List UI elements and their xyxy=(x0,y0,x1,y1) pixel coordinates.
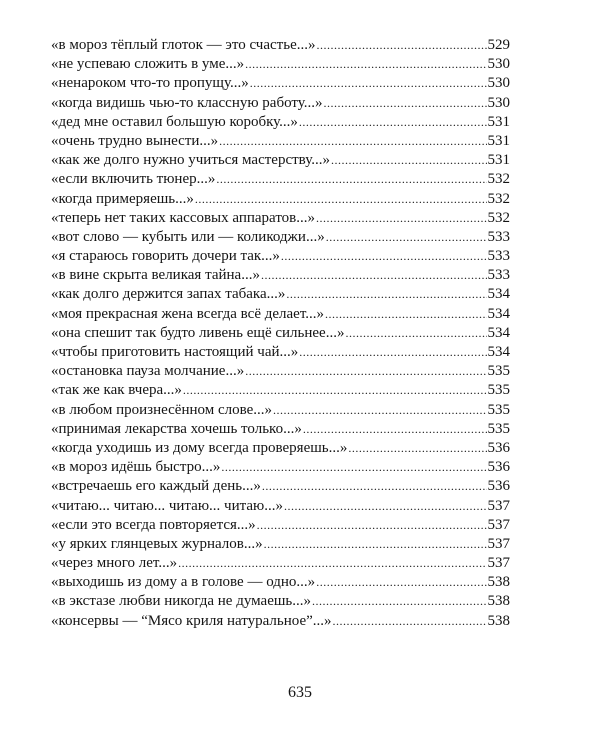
toc-entry-title: «если это всегда повторяется...» xyxy=(51,516,256,533)
toc-entry-page: 531 xyxy=(487,152,510,169)
toc-dot-leader xyxy=(281,247,487,266)
toc-entry xyxy=(51,209,510,228)
toc-entry-page: 535 xyxy=(487,363,510,380)
toc-dot-leader xyxy=(326,228,487,247)
toc-entry-page: 533 xyxy=(487,248,510,265)
toc-entry-page: 529 xyxy=(487,37,510,53)
toc-entry-page: 534 xyxy=(487,286,510,303)
toc-entry xyxy=(51,94,510,113)
toc-dot-leader xyxy=(262,477,487,496)
toc-dot-leader xyxy=(325,305,486,324)
toc-entry xyxy=(51,401,510,420)
toc-dot-leader xyxy=(345,324,486,343)
toc-entry-page: 536 xyxy=(487,439,510,456)
toc-entry-page: 536 xyxy=(487,478,510,495)
toc-dot-leader xyxy=(183,381,487,400)
toc-entry xyxy=(51,170,510,189)
toc-entry-title: «когда примеряешь...» xyxy=(51,190,194,207)
toc-entry xyxy=(51,535,510,554)
toc-entry xyxy=(51,55,510,74)
toc-entry xyxy=(51,132,510,151)
toc-entry-page: 530 xyxy=(487,94,510,111)
toc-entry xyxy=(51,324,510,343)
toc-entry-title: «выходишь из дому а в голове — одно...» xyxy=(51,574,316,591)
toc-entry xyxy=(51,592,510,611)
toc-entry-title: «не успеваю сложить в уме...» xyxy=(51,56,245,73)
toc-entry xyxy=(51,36,510,55)
toc-entry-page: 534 xyxy=(487,344,510,360)
toc-entry xyxy=(51,573,510,592)
toc-dot-leader xyxy=(286,285,486,304)
toc-entry-page: 533 xyxy=(487,228,510,245)
toc-entry-title: «встречаешь его каждый день...» xyxy=(51,478,261,495)
toc-dot-leader xyxy=(264,535,487,554)
toc-entry xyxy=(51,151,510,170)
toc-entry-title: «ненароком что-то пропущу...» xyxy=(51,75,249,92)
toc-entry-page: 538 xyxy=(487,612,510,629)
toc-dot-leader xyxy=(257,516,487,535)
table-of-contents xyxy=(51,36,510,631)
toc-entry xyxy=(51,285,510,304)
toc-entry-title: «читаю... читаю... читаю... читаю...» xyxy=(51,497,283,514)
toc-entry-title: «теперь нет таких кассовых аппаратов...» xyxy=(51,209,316,226)
toc-dot-leader xyxy=(299,343,486,362)
toc-entry-page: 537 xyxy=(487,516,510,533)
toc-entry-page: 531 xyxy=(487,113,510,130)
toc-entry-title: «если включить тюнер...» xyxy=(51,171,216,188)
toc-entry-title: «в мороз тёплый глоток — это счастье...» xyxy=(51,37,316,53)
toc-entry-title: «консервы — “Мясо криля натуральное”...» xyxy=(51,612,332,629)
toc-entry xyxy=(51,305,510,324)
toc-entry-page: 535 xyxy=(487,382,510,399)
toc-entry-title: «у ярких глянцевых журналов...» xyxy=(51,535,263,552)
toc-entry xyxy=(51,458,510,477)
toc-entry xyxy=(51,420,510,439)
toc-entry-page: 532 xyxy=(487,171,510,188)
toc-entry-page: 534 xyxy=(487,324,510,341)
toc-entry-title: «я стараюсь говорить дочери так...» xyxy=(51,248,280,265)
page-number: 635 xyxy=(288,684,312,701)
toc-dot-leader xyxy=(324,94,487,113)
toc-dot-leader xyxy=(250,74,487,93)
toc-entry-title: «так же как вчера...» xyxy=(51,382,182,399)
toc-entry-title: «моя прекрасная жена всегда всё делает...» xyxy=(51,305,325,322)
toc-entry-title: «дед мне оставил большую коробку...» xyxy=(51,113,298,130)
toc-dot-leader xyxy=(216,170,486,189)
toc-entry-title: «вот слово — кубыть или — коликоджи...» xyxy=(51,228,325,245)
toc-entry xyxy=(51,190,510,209)
toc-dot-leader xyxy=(273,401,486,420)
toc-entry xyxy=(51,477,510,496)
toc-dot-leader xyxy=(245,362,486,381)
toc-entry-page: 532 xyxy=(487,190,510,207)
toc-entry-page: 537 xyxy=(487,497,510,514)
toc-dot-leader xyxy=(333,612,487,631)
toc-entry xyxy=(51,362,510,381)
toc-entry-title: «когда видишь чью-то классную работу...» xyxy=(51,94,323,111)
toc-entry xyxy=(51,74,510,93)
toc-entry xyxy=(51,554,510,573)
toc-dot-leader xyxy=(331,151,487,170)
toc-entry xyxy=(51,228,510,247)
toc-entry xyxy=(51,612,510,631)
toc-entry-title: «принимая лекарства хочешь только...» xyxy=(51,420,302,437)
toc-dot-leader xyxy=(316,209,486,228)
toc-entry-page: 533 xyxy=(487,267,510,284)
toc-dot-leader xyxy=(299,113,487,132)
toc-entry-title: «когда уходишь из дому всегда проверяешь...» xyxy=(51,439,348,456)
toc-dot-leader xyxy=(219,132,486,151)
toc-entry-page: 530 xyxy=(487,56,510,73)
toc-entry-page: 534 xyxy=(487,305,510,322)
toc-entry-page: 538 xyxy=(487,593,510,610)
toc-entry-title: «остановка пауза молчание...» xyxy=(51,363,245,380)
toc-entry xyxy=(51,247,510,266)
toc-entry-page: 535 xyxy=(487,420,510,437)
toc-dot-leader xyxy=(245,55,486,74)
toc-entry-page: 537 xyxy=(487,535,510,552)
toc-entry-page: 536 xyxy=(487,459,510,476)
toc-entry-title: «как же долго нужно учиться мастерству...» xyxy=(51,152,330,169)
toc-entry xyxy=(51,381,510,400)
toc-entry-title: «как долго держится запах табака...» xyxy=(51,286,286,303)
toc-dot-leader xyxy=(178,554,486,573)
toc-dot-leader xyxy=(284,497,487,516)
toc-dot-leader xyxy=(316,573,486,592)
toc-entry-page: 537 xyxy=(487,555,510,572)
toc-dot-leader xyxy=(312,592,487,611)
toc-dot-leader xyxy=(348,439,486,458)
toc-entry-page: 531 xyxy=(487,132,510,149)
toc-dot-leader xyxy=(261,266,487,285)
toc-entry-page: 535 xyxy=(487,401,510,418)
toc-entry-title: «в любом произнесённом слове...» xyxy=(51,401,273,418)
toc-entry-title: «в экстазе любви никогда не думаешь...» xyxy=(51,593,311,610)
toc-entry-title: «чтобы приготовить настоящий чай...» xyxy=(51,344,299,360)
toc-entry-title: «в вине скрыта великая тайна...» xyxy=(51,267,260,284)
toc-entry xyxy=(51,343,510,362)
toc-entry xyxy=(51,113,510,132)
toc-entry-title: «через много лет...» xyxy=(51,555,178,572)
toc-entry xyxy=(51,497,510,516)
toc-dot-leader xyxy=(195,190,487,209)
toc-entry-title: «она спешит так будто ливень ещё сильнее...» xyxy=(51,324,345,341)
toc-entry-page: 532 xyxy=(487,209,510,226)
toc-entry xyxy=(51,266,510,285)
toc-entry xyxy=(51,516,510,535)
toc-entry-title: «очень трудно вынести...» xyxy=(51,132,219,149)
toc-dot-leader xyxy=(303,420,487,439)
toc-entry-page: 538 xyxy=(487,574,510,591)
toc-dot-leader xyxy=(221,458,486,477)
toc-dot-leader xyxy=(316,36,486,55)
toc-entry-title: «в мороз идёшь быстро...» xyxy=(51,459,221,476)
toc-entry-page: 530 xyxy=(487,75,510,92)
toc-entry xyxy=(51,439,510,458)
